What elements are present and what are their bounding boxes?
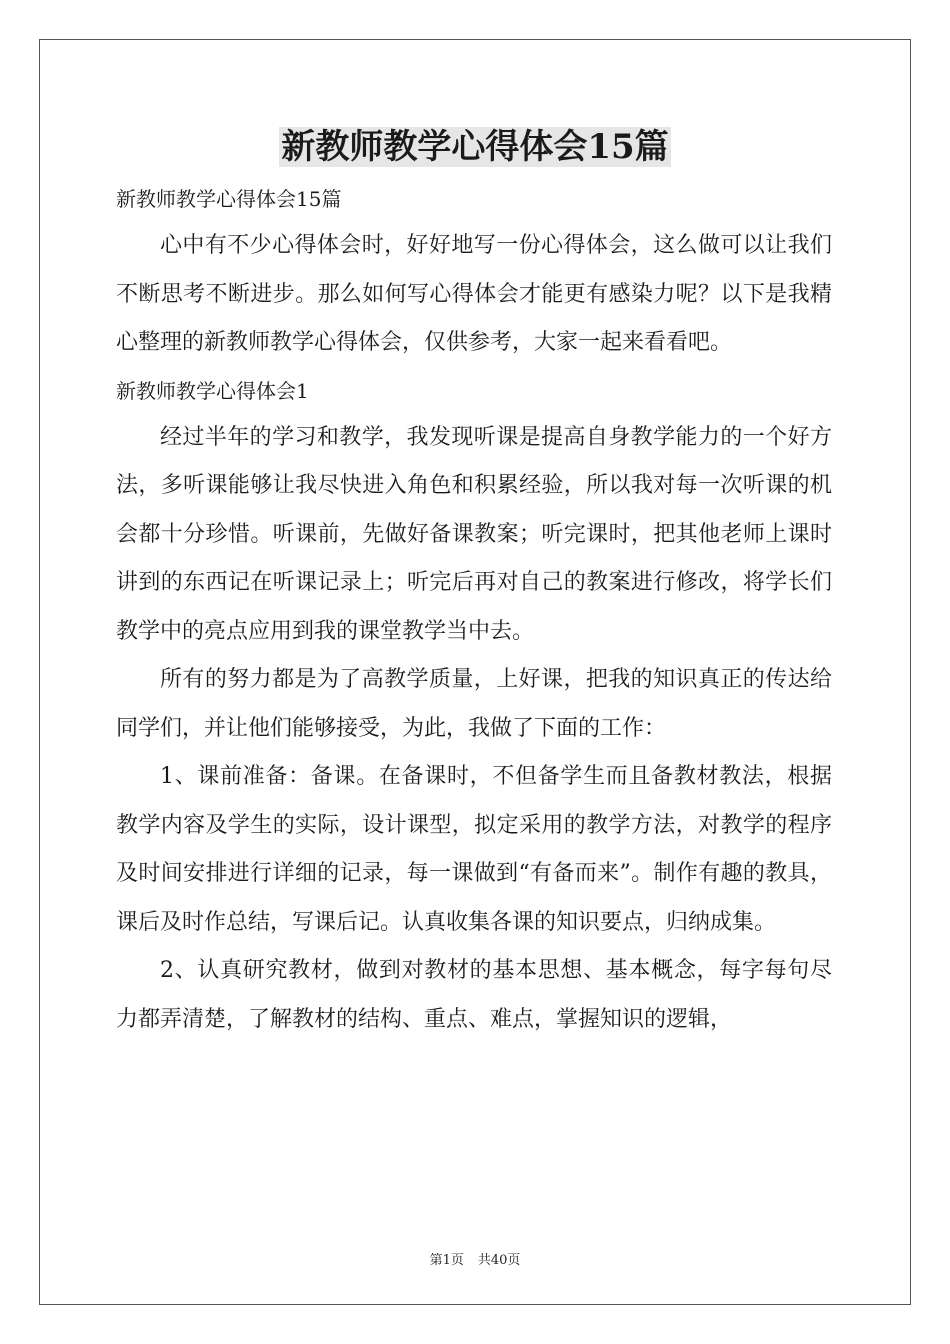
page-footer bbox=[0, 1252, 950, 1270]
document-body bbox=[116, 176, 832, 1044]
body-paragraph-1: 经过半年的学习和教学，我发现听课是提高自身教学能力的一个好方法，多听课能够让我尽快进入角色和积累经验，所以我对每一次听课的机会都十分珍惜。听课前，先做好备课教案；听完课时，把其他老师上课时讲到的东西记在听课记录上；听完后再对自己的教案进行修改，将学长们教学中的亮点应用到我的课堂教学当中去。 bbox=[116, 424, 832, 644]
document-title-text: 新教师教学心得体会15篇 bbox=[281, 127, 669, 167]
document-subtitle: 新教师教学心得体会15篇 bbox=[116, 187, 342, 211]
body-paragraph-2: 所有的努力都是为了高教学质量，上好课，把我的知识真正的传达给同学们，并让他们能够接受，为此，我做了下面的工作： bbox=[116, 667, 832, 741]
document-title bbox=[0, 122, 950, 172]
body-paragraph-4: 2、认真研究教材，做到对教材的基本思想、基本概念，每字每句尽力都弄清楚，了解教材的结构、重点、难点，掌握知识的逻辑， bbox=[116, 958, 832, 1032]
body-paragraph-3: 1、课前准备：备课。在备课时，不但备学生而且备教材教法，根据教学内容及学生的实际，设计课型，拟定采用的教学方法，对教学的程序及时间安排进行详细的记录，每一课做到“有备而来”。制作有趣的教具，课后及时作总结，写课后记。认真收集各课的知识要点，归纳成集。 bbox=[116, 764, 832, 935]
intro-paragraph: 心中有不少心得体会时，好好地写一份心得体会，这么做可以让我们不断思考不断进步。那么如何写心得体会才能更有感染力呢？以下是我精心整理的新教师教学心得体会，仅供参考，大家一起来看看吧。 bbox=[116, 233, 832, 355]
section-heading: 新教师教学心得体会1 bbox=[116, 378, 309, 403]
page-total: 共40页 bbox=[477, 1253, 521, 1268]
page-number: 第1页 bbox=[429, 1253, 464, 1268]
